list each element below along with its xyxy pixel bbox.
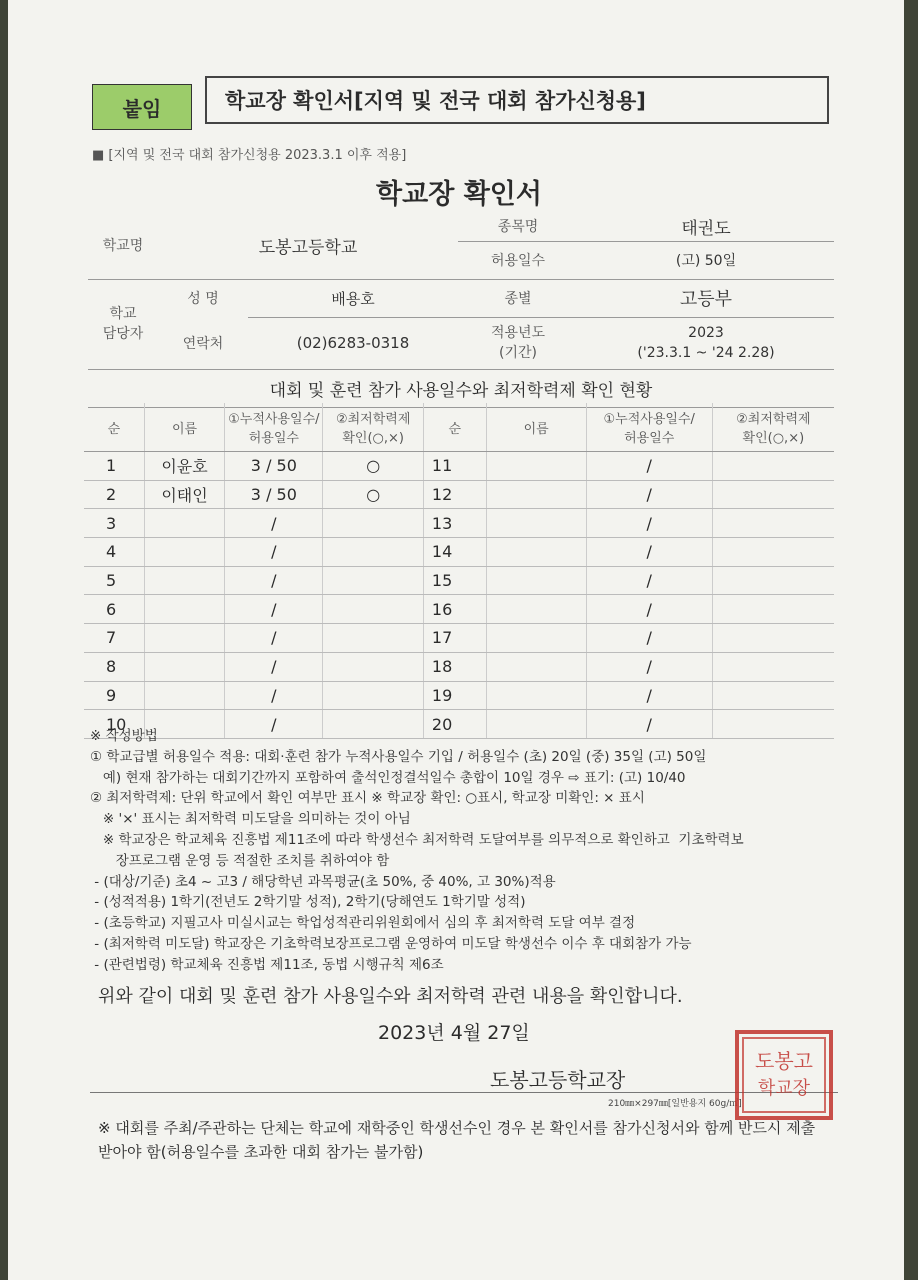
row-confirm: ○ [323, 480, 423, 509]
row-name: 이태인 [144, 480, 224, 509]
row-number: 14 [423, 538, 486, 567]
row-number: 19 [423, 681, 486, 710]
row-name [486, 566, 586, 595]
contact-label: 연락처 [158, 317, 248, 369]
row-name [144, 566, 224, 595]
svg-text:도봉고: 도봉고 [755, 1049, 813, 1073]
col-header-ok: ②최저학력제 확인(○,×) [323, 403, 423, 452]
row-days: / [586, 480, 712, 509]
signature-date: 2023년 4월 27일 [378, 1022, 530, 1044]
row-confirm [712, 566, 834, 595]
note-line: ① 학교급별 허용일수 적용: 대회·훈련 참가 누적사용일수 기입 / 허용일수 (초) 20일 (중) 35일 (고) 50일 [90, 748, 707, 765]
row-confirm [323, 595, 423, 624]
row-days: 3 / 50 [225, 480, 323, 509]
signer-name: 도봉고등학교장 [490, 1068, 626, 1092]
table-row [84, 452, 834, 481]
row-name [144, 595, 224, 624]
days-value: (고) 50일 [578, 241, 834, 279]
row-name [144, 624, 224, 653]
row-name [486, 509, 586, 538]
row-number: 8 [84, 652, 144, 681]
row-number: 12 [423, 480, 486, 509]
row-name [486, 624, 586, 653]
row-days: / [225, 624, 323, 653]
svg-text:학교장: 학교장 [757, 1078, 811, 1099]
row-confirm [712, 624, 834, 653]
row-number: 11 [423, 452, 486, 481]
row-number: 17 [423, 624, 486, 653]
row-number: 2 [84, 480, 144, 509]
row-number: 4 [84, 538, 144, 567]
table-row [84, 566, 834, 595]
row-confirm [323, 681, 423, 710]
col-header-no-right: 순 [423, 403, 486, 452]
row-name [144, 652, 224, 681]
applicability-note: ■ [지역 및 전국 대회 참가신청용 2023.3.1 이후 적용] [92, 148, 407, 163]
note-line: ② 최저학력제: 단위 학교에서 확인 여부만 표시 ※ 학교장 확인: ○표시, 학교장 미확인: × 표시 [90, 790, 645, 807]
attachment-tag: 붙임 [92, 84, 192, 130]
table-row [84, 480, 834, 509]
row-name [144, 509, 224, 538]
year-label: 적용년도 (기간) [458, 317, 578, 369]
school-value: 도봉고등학교 [158, 212, 458, 279]
document-header-title: 학교장 확인서[지역 및 전국 대회 참가신청용] [205, 76, 829, 124]
row-days: / [586, 566, 712, 595]
row-name [486, 595, 586, 624]
page-title: 학교장 확인서 [376, 179, 542, 210]
table-row [84, 624, 834, 653]
row-name [486, 538, 586, 567]
row-confirm [323, 566, 423, 595]
row-confirm [712, 681, 834, 710]
row-days: / [586, 681, 712, 710]
row-confirm [712, 652, 834, 681]
participation-table [84, 403, 834, 739]
row-number: 20 [423, 710, 486, 739]
row-days: / [225, 710, 323, 739]
note-line: ※ 작성방법 [90, 728, 158, 744]
table-row [84, 681, 834, 710]
note-line: 예) 현재 참가하는 대회기간까지 포함하여 출석인정결석일수 총합이 10일 경우 ⇨ 표기: (고) 10/40 [90, 769, 686, 786]
paper-size-note: 210㎜×297㎜[일반용지 60g/㎡] [608, 1099, 742, 1109]
table-row [84, 595, 834, 624]
table-row [84, 652, 834, 681]
row-days: / [225, 681, 323, 710]
division-label: 종별 [458, 279, 578, 317]
row-number: 5 [84, 566, 144, 595]
writing-instructions [90, 726, 850, 976]
col-header-ok-right: ②최저학력제 확인(○,×) [712, 403, 834, 452]
row-confirm [323, 652, 423, 681]
school-info-table [88, 212, 834, 370]
table-row [84, 509, 834, 538]
row-confirm [712, 480, 834, 509]
year-value: 2023 [688, 325, 724, 341]
row-name [486, 480, 586, 509]
row-days: 3 / 50 [225, 452, 323, 481]
row-days: / [586, 509, 712, 538]
row-days: / [225, 595, 323, 624]
row-number: 13 [423, 509, 486, 538]
note-line: ※ '×' 표시는 최저학력 미도달을 의미하는 것이 아님 [90, 811, 411, 828]
note-line: - (대상/기준) 초4 ~ 고3 / 해당학년 과목평균(초 50%, 중 40%, 고 30%)적용 [90, 873, 556, 890]
note-line: - (최저학력 미도달) 학교장은 기초학력보장프로그램 운영하여 미도달 학생선수 이수 후 대회참가 가능 [90, 935, 692, 952]
row-number: 3 [84, 509, 144, 538]
footnote: ※ 대회를 주최/주관하는 단체는 학교에 재학중인 학생선수인 경우 본 확인서를 참가신청서와 함께 반드시 제출받아야 함(허용일수를 초과한 대회 참가는 불가함) [98, 1119, 816, 1161]
row-days: / [225, 566, 323, 595]
row-days: / [225, 538, 323, 567]
row-name [144, 538, 224, 567]
row-number: 9 [84, 681, 144, 710]
official-seal-icon [733, 1028, 835, 1122]
period-cell [578, 317, 834, 369]
row-number: 1 [84, 452, 144, 481]
event-label: 종목명 [458, 212, 578, 241]
row-confirm [712, 509, 834, 538]
name-label: 성 명 [187, 291, 219, 308]
table-row [84, 538, 834, 567]
row-number: 16 [423, 595, 486, 624]
row-days: / [586, 710, 712, 739]
name-value: 배용호 [248, 279, 458, 317]
col-header-name-right: 이름 [486, 403, 586, 452]
row-days: / [225, 652, 323, 681]
row-confirm [712, 595, 834, 624]
row-number: 10 [84, 710, 144, 739]
division-value: 고등부 [578, 279, 834, 317]
row-number: 15 [423, 566, 486, 595]
row-number: 6 [84, 595, 144, 624]
col-header-name: 이름 [144, 403, 224, 452]
row-confirm [323, 538, 423, 567]
note-line: - (초등학교) 지필고사 미실시교는 학업성적관리위원회에서 심의 후 최저학력 도달 여부 결정 [90, 915, 636, 932]
row-name [486, 681, 586, 710]
row-confirm [712, 538, 834, 567]
col-header-days-right: ①누적사용일수/ 허용일수 [586, 403, 712, 452]
row-days: / [586, 538, 712, 567]
divider [90, 1092, 838, 1093]
section-title: 대회 및 훈련 참가 사용일수와 최저학력제 확인 현황 [88, 370, 834, 408]
event-value: 태권도 [578, 212, 834, 241]
note-line: 장프로그램 운영 등 적절한 조치를 취하여야 함 [90, 852, 390, 869]
row-confirm [712, 452, 834, 481]
row-confirm: ○ [323, 452, 423, 481]
row-name: 이윤호 [144, 452, 224, 481]
note-line: - (관련법령) 학교체육 진흥법 제11조, 동법 시행규칙 제6조 [90, 956, 444, 973]
row-number: 18 [423, 652, 486, 681]
manager-label: 학교 담당자 [88, 279, 158, 369]
note-line: ※ 학교장은 학교체육 진흥법 제11조에 따라 학생선수 최저학력 도달여부를 의무적으로 확인하고 기초학력보 [90, 831, 744, 848]
row-days: / [586, 452, 712, 481]
note-line: - (성적적용) 1학기(전년도 2학기말 성적), 2학기(당해연도 1학기말 성적) [90, 894, 526, 911]
row-days: / [586, 652, 712, 681]
col-header-no: 순 [84, 403, 144, 452]
row-confirm [323, 624, 423, 653]
col-header-days: ①누적사용일수/ 허용일수 [225, 403, 323, 452]
period-value: ('23.3.1 ~ '24 2.28) [637, 345, 775, 361]
row-confirm [323, 509, 423, 538]
row-days: / [225, 509, 323, 538]
days-label: 허용일수 [458, 241, 578, 279]
row-name [486, 652, 586, 681]
row-days: / [586, 624, 712, 653]
row-days: / [586, 595, 712, 624]
contact-value: (02)6283-0318 [248, 317, 458, 369]
row-name [486, 452, 586, 481]
row-number: 7 [84, 624, 144, 653]
participation-rows [84, 452, 834, 739]
confirmation-statement: 위와 같이 대회 및 훈련 참가 사용일수와 최저학력 관련 내용을 확인합니다. [98, 986, 683, 1007]
row-name [144, 681, 224, 710]
school-label: 학교명 [88, 212, 158, 279]
